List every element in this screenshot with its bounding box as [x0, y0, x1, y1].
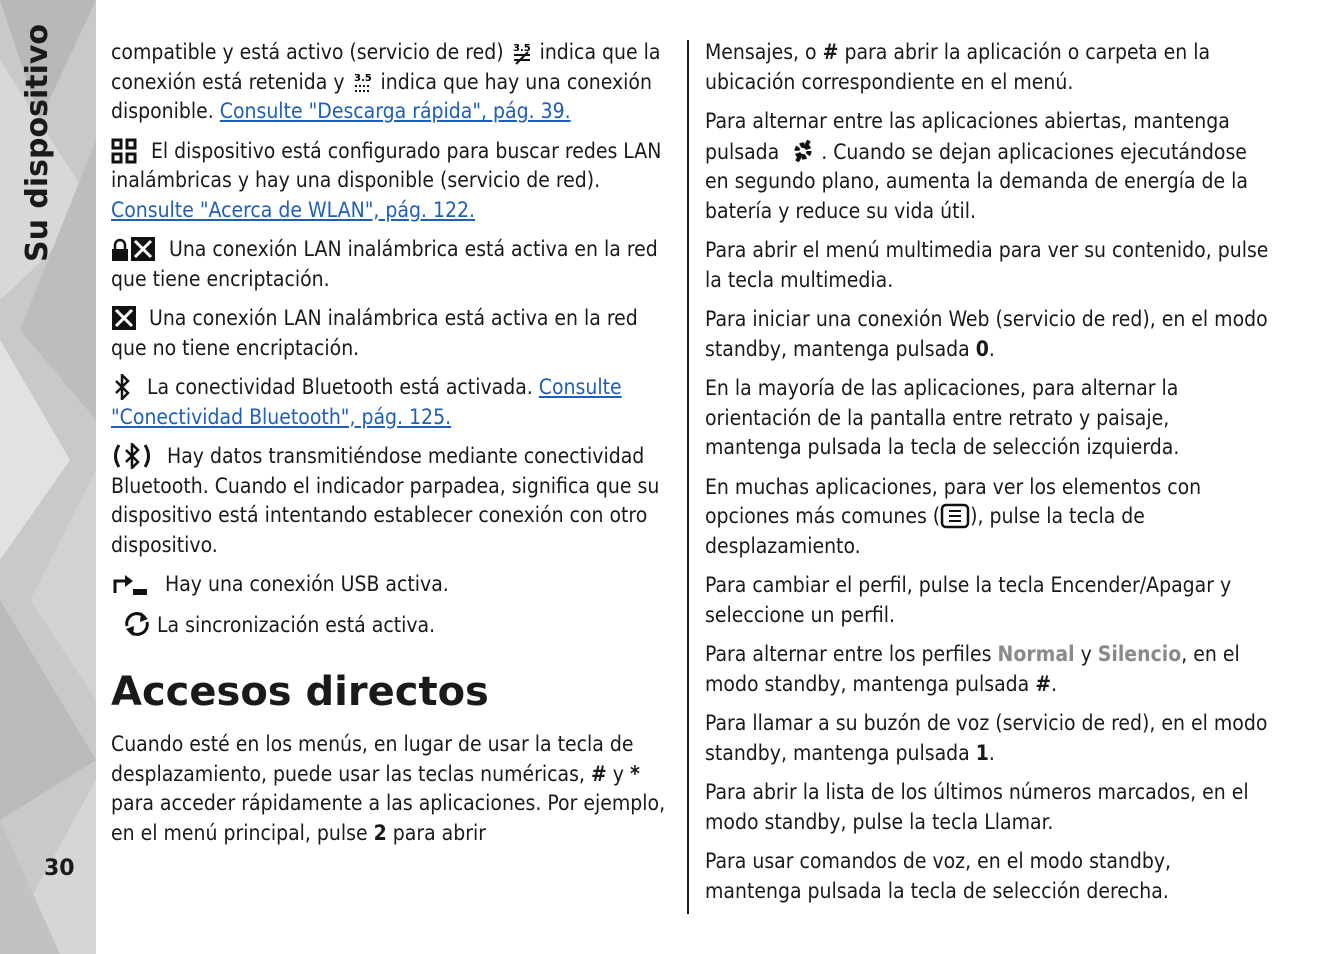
- heading-accesos-directos: Accesos directos: [111, 669, 489, 715]
- left-column: [111, 38, 673, 858]
- paragraph-voice-commands: Para usar comandos de voz, en el modo standby, mantenga pulsada la tecla de selección derecha.: [705, 849, 1172, 903]
- paragraph-profile-switch: Para alternar entre los perfiles Normal y Silencio, en el modo standby, mantenga pulsada #.: [705, 642, 1240, 696]
- usb-icon: [111, 571, 149, 597]
- wlan-available-icon: [111, 138, 137, 164]
- paragraph-voicemail: Para llamar a su buzón de voz (servicio de red), en el modo standby, mantenga pulsada 1.: [705, 711, 1268, 765]
- paragraph-web: Para iniciar una conexión Web (servicio de red), en el modo standby, mantenga pulsada 0.: [705, 307, 1268, 361]
- paragraph-wlan-active: Una conexión LAN inalámbrica está activa en la red que no tiene encriptación.: [111, 306, 638, 360]
- paragraph-dialed-numbers: Para abrir la lista de los últimos números marcados, en el modo standby, pulse la tecla Llamar.: [705, 780, 1249, 834]
- paragraph-orientation: En la mayoría de las aplicaciones, para alternar la orientación de la pantalla entre retrato y paisaje, mantenga pulsada la tecla de selección izquierda.: [705, 376, 1180, 459]
- paragraph-sync: La sincronización está activa.: [111, 610, 673, 641]
- svg-text:3.5: 3.5: [512, 43, 531, 54]
- hsdpa-3.5g-held-icon: [353, 71, 373, 95]
- link-conectividad-bluetooth[interactable]: Consulte "Conectividad Bluetooth", pág. 125.: [111, 375, 622, 429]
- page-number: 30: [44, 856, 75, 881]
- link-acerca-de-wlan[interactable]: Consulte "Acerca de WLAN", pág. 122.: [111, 197, 476, 222]
- right-column: [705, 38, 1270, 916]
- paragraph-multimedia: Para abrir el menú multimedia para ver su contenido, pulse la tecla multimedia.: [705, 238, 1269, 292]
- application-key-icon: [789, 137, 817, 165]
- bluetooth-icon: [111, 374, 133, 400]
- svg-text:3.5: 3.5: [353, 72, 372, 84]
- link-descarga-rapida[interactable]: Consulte "Descarga rápida", pág. 39.: [219, 99, 571, 123]
- paragraph-wlan-encrypted: Una conexión LAN inalámbrica está activa en la red que tiene encriptación.: [111, 237, 658, 291]
- bluetooth-transfer-icon: [111, 443, 153, 469]
- wlan-active-icon: [111, 305, 137, 331]
- paragraph-bluetooth-transfer: Hay datos transmitiéndose mediante conectividad Bluetooth. Cuando el indicador parpadea, significa que su dispositivo está intentando establecer conexión con otro dispositivo.: [111, 444, 660, 557]
- sidebar: [0, 0, 96, 954]
- paragraph-switch-apps: Para alternar entre las aplicaciones abiertas, mantenga pulsada . Cuando se dejan aplicaciones ejecutándose en segundo plano, aumenta la demanda de energía de la batería y reduce su vida útil.: [705, 109, 1248, 223]
- paragraph-bluetooth: La conectividad Bluetooth está activada. Consulte "Conectividad Bluetooth", pág. 125.: [111, 375, 622, 429]
- wlan-encrypted-icon: [111, 236, 157, 262]
- section-title: Su dispositivo: [20, 23, 55, 262]
- paragraph-options: En muchas aplicaciones, para ver los elementos con opciones más comunes ( ), pulse la tecla de desplazamiento.: [705, 474, 1202, 558]
- column-divider: [687, 40, 689, 914]
- paragraph-shortcuts-intro: Cuando esté en los menús, en lugar de usar la tecla de desplazamiento, puede usar las teclas numéricas, # y * para acceder rápidamente a las aplicaciones. Por ejemplo, en el menú principal, pulse 2 para abrir: [111, 732, 666, 845]
- options-menu-icon: [940, 503, 970, 529]
- hsdpa-3.5g-icon: [512, 41, 532, 65]
- paragraph-wlan-available: El dispositivo está configurado para buscar redes LAN inalámbricas y hay una disponible (servicio de red). Consulte "Acerca de WLAN", pág. 122.: [111, 138, 662, 222]
- paragraph-profile: Para cambiar el perfil, pulse la tecla Encender/Apagar y seleccione un perfil.: [705, 573, 1232, 627]
- paragraph-usb: Hay una conexión USB activa.: [111, 570, 673, 600]
- paragraph-mensajes: Mensajes, o # para abrir la aplicación o carpeta en la ubicación correspondiente en el menú.: [705, 40, 1211, 94]
- paragraph-hsdpa: compatible y está activo (servicio de red) 3.5 indica que la conexión está retenida y 3.5 indica que hay una conexión disponible. Consulte "Descarga rápida", pág. 39.: [111, 40, 661, 123]
- sync-icon: [121, 610, 153, 638]
